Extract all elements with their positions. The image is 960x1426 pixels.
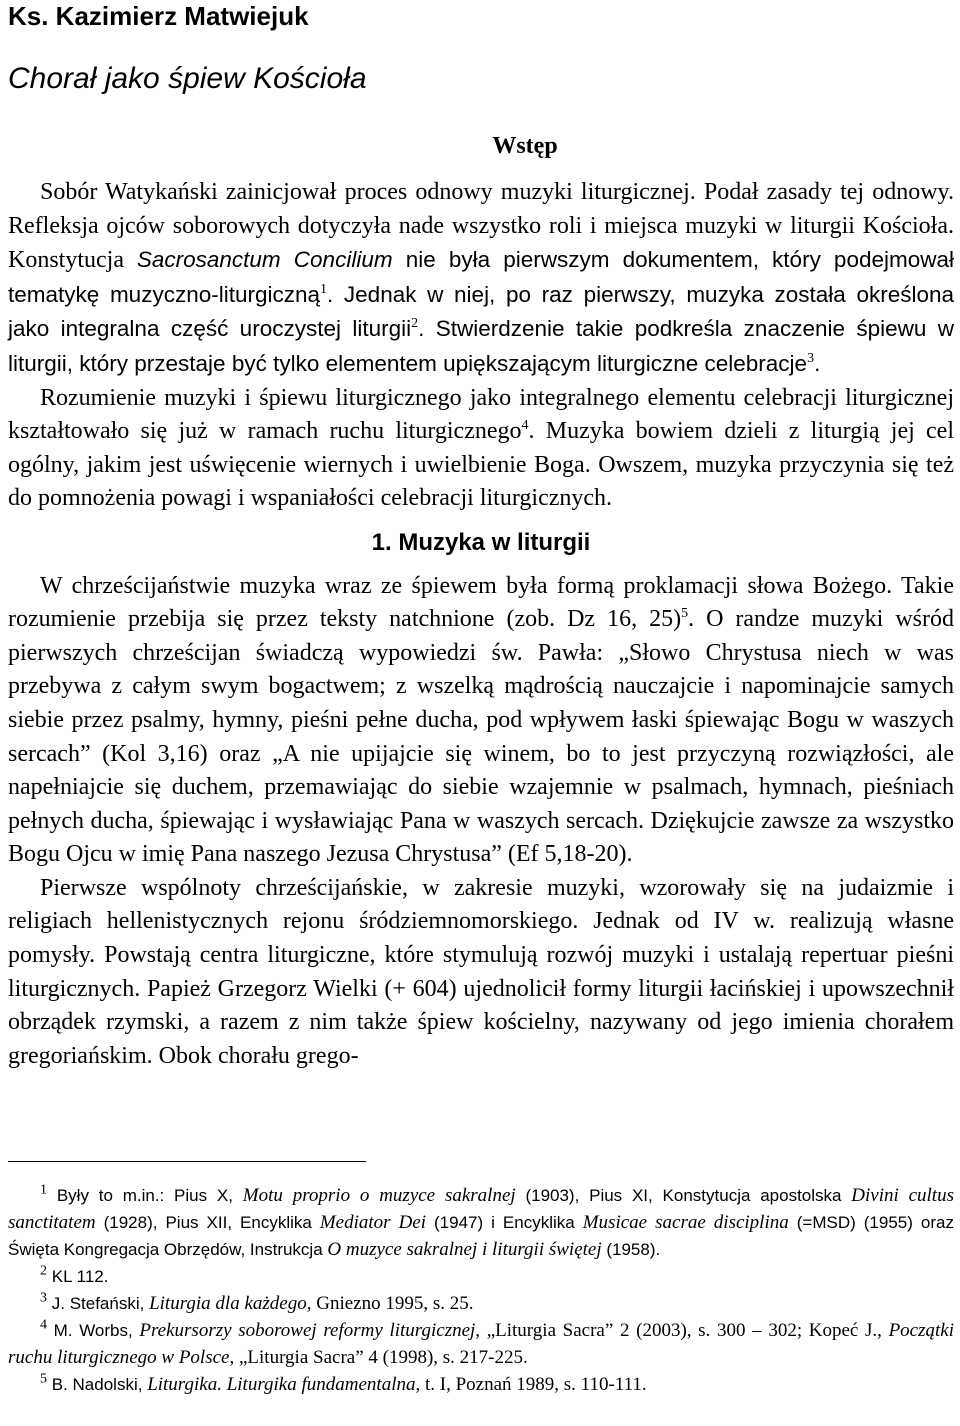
- text-run: J. Stefański,: [51, 1294, 150, 1313]
- footnote-number: 4: [40, 1317, 47, 1333]
- footnote-number: 5: [40, 1371, 47, 1387]
- text-run: Sobór Watykański zainicjował proces odnowy muzyki liturgicznej. Podał zasady tej odnowy. Refleksja ojców soborowych dotyczyła nade wszystko roli i miejsca muzyki w liturgii Kościoła. Konstytucja: [8, 179, 954, 274]
- italic-title: Początki ruchu liturgicznego w Polsce: [8, 1320, 955, 1368]
- text-run: Rozumienie muzyki i śpiewu liturgicznego jako integralnego elementu celebracji liturgicznej kształtowało się już w ramach ruchu liturgicznego: [8, 384, 954, 445]
- section-paragraph-1: [8, 570, 954, 872]
- text-run: (1947) i Encyklika: [426, 1213, 583, 1232]
- footnote-ref-3: 3: [807, 350, 815, 366]
- footnotes: [8, 1182, 954, 1398]
- text-run: nie była pierwszym dokumentem, który podejmował tematykę muzyczno-liturgiczną: [8, 247, 955, 307]
- text-run: , „Liturgia Sacra” 4 (1998), s. 217-225.: [229, 1347, 528, 1368]
- footnote-separator: [8, 1161, 366, 1162]
- text-run: B. Nadolski,: [51, 1375, 148, 1394]
- footnote-3: [8, 1290, 954, 1317]
- text-run: M. Worbs,: [53, 1321, 140, 1340]
- footnote-5: [8, 1371, 954, 1398]
- section-paragraph-2: Pierwsze wspólnoty chrześcijańskie, w zakresie muzyki, wzorowały się na judaizmie i religiach hellenistycznych rejonu śródziemnomorskiego. Jednak od IV w. realizują własne pomysły. Powstają centra liturgiczne, które stymulują rozwój muzyki i ustalają repertuar pieśni liturgicznych. Papież Grzegorz Wielki (+ 604) ujednolicił formy liturgii łacińskiej i upowszechnił obrządek rzymski, a razem z nim także śpiew kościelny, nazywany od jego imienia chorałem gregoriańskim. Obok chorału grego-: [8, 874, 954, 1069]
- text-run: , t. I, Poznań 1989, s. 110-111.: [415, 1374, 647, 1395]
- italic-title: Sacrosanctum Concilium: [136, 247, 393, 273]
- footnote-ref-5: 5: [681, 606, 689, 622]
- footnote-2: [8, 1263, 954, 1290]
- italic-title: Motu proprio o muzyce sakralnej: [242, 1185, 516, 1206]
- text-run: . Jednak w niej, po raz pierwszy, muzyka została określona jako integralna część uroczystej liturgii: [8, 281, 954, 342]
- italic-title: Mediator Dei: [319, 1212, 427, 1233]
- author-name: Ks. Kazimierz Matwiejuk: [8, 1, 309, 31]
- italic-title: Liturgia dla każdego: [149, 1293, 307, 1314]
- footnote-number: 2: [40, 1263, 47, 1279]
- text-run: . Stwierdzenie takie podkreśla znaczenie śpiewu w liturgii, który przestaje być tylko elementem upiększającym liturgiczne celebracje: [8, 316, 954, 376]
- article-title: Chorał jako śpiew Kościoła: [8, 62, 367, 95]
- text-run: (=MSD) (1955) oraz Święta Kongregacja Obrzędów, Instrukcja: [8, 1213, 954, 1259]
- footnote-ref-4: 4: [521, 418, 529, 434]
- italic-title: Musicae sacrae disciplina: [582, 1212, 789, 1233]
- footnote-number: 1: [40, 1182, 47, 1198]
- text-run: (1958).: [601, 1240, 661, 1259]
- text-run: (1903), Pius XI, Konstytucja apostolska: [515, 1186, 852, 1205]
- body-text: [8, 176, 954, 1073]
- text-run: , „Liturgia Sacra” 2 (2003), s. 300 – 302; Kopeć J.,: [475, 1320, 889, 1341]
- italic-title: Divini cultus sanctitatem: [8, 1185, 954, 1233]
- text-run: Były to m.in.: Pius X,: [56, 1186, 243, 1205]
- intro-heading: Wstęp: [492, 133, 558, 159]
- section-heading: 1. Muzyka w liturgii: [371, 528, 591, 556]
- intro-paragraph-2: [8, 382, 954, 516]
- text-run: .: [814, 350, 821, 376]
- italic-title: O muzyce sakralnej i liturgii świętej: [327, 1239, 602, 1260]
- text-run: (1928), Pius XII, Encyklika: [95, 1213, 320, 1232]
- footnote-ref-2: 2: [411, 316, 419, 332]
- text-run: . O randze muzyki wśród pierwszych chrześcijan świadczą wypowiedzi św. Pawła: „Słowo Chrystusa niech w was przebywa z całym swym bogactwem; z wszelką mądrością nauczajcie i napominajcie samych siebie przez psalmy, hymny, pieśni pełne ducha, pod wpływem łaski śpiewając Bogu w waszych sercach” (Kol 3,16) oraz „A nie upijajcie się winem, bo to jest przyczyną rozwiązłości, ale napełniajcie się duchem, przemawiając do siebie wzajemnie w psalmach, hymnach, pieśniach pełnych ducha, śpiewając i wysławiając Pana w waszych sercach. Dziękujcie zawsze za wszystko Bogu Ojcu w imię Pana naszego Jezusa Chrystusa” (Ef 5,18-20).: [8, 606, 955, 868]
- italic-title: Prekursorzy soborowej reformy liturgicznej: [139, 1320, 476, 1341]
- italic-title: Liturgika. Liturgika fundamentalna: [147, 1374, 416, 1395]
- footnote-ref-1: 1: [320, 281, 328, 297]
- text-run: . Muzyka bowiem dzieli z liturgią jej cel ogólny, jakim jest uświęcenie wiernych i uwielbienie Boga. Owszem, muzyka przyczynia się też do pomnożenia powagi i wspaniałości celebracji liturgicznych.: [8, 418, 955, 512]
- text-run: , Gniezno 1995, s. 25.: [306, 1293, 474, 1314]
- footnote-number: 3: [40, 1290, 47, 1306]
- intro-paragraph-1: [8, 176, 954, 382]
- footnote-1: [8, 1182, 954, 1263]
- text-run: KL 112.: [51, 1267, 109, 1286]
- footnote-4: [8, 1317, 954, 1371]
- text-run: W chrześcijaństwie muzyka wraz ze śpiewem była formą proklamacji słowa Bożego. Takie rozumienie przebija się przez teksty natchnione (zob. Dz 16, 25): [8, 572, 954, 633]
